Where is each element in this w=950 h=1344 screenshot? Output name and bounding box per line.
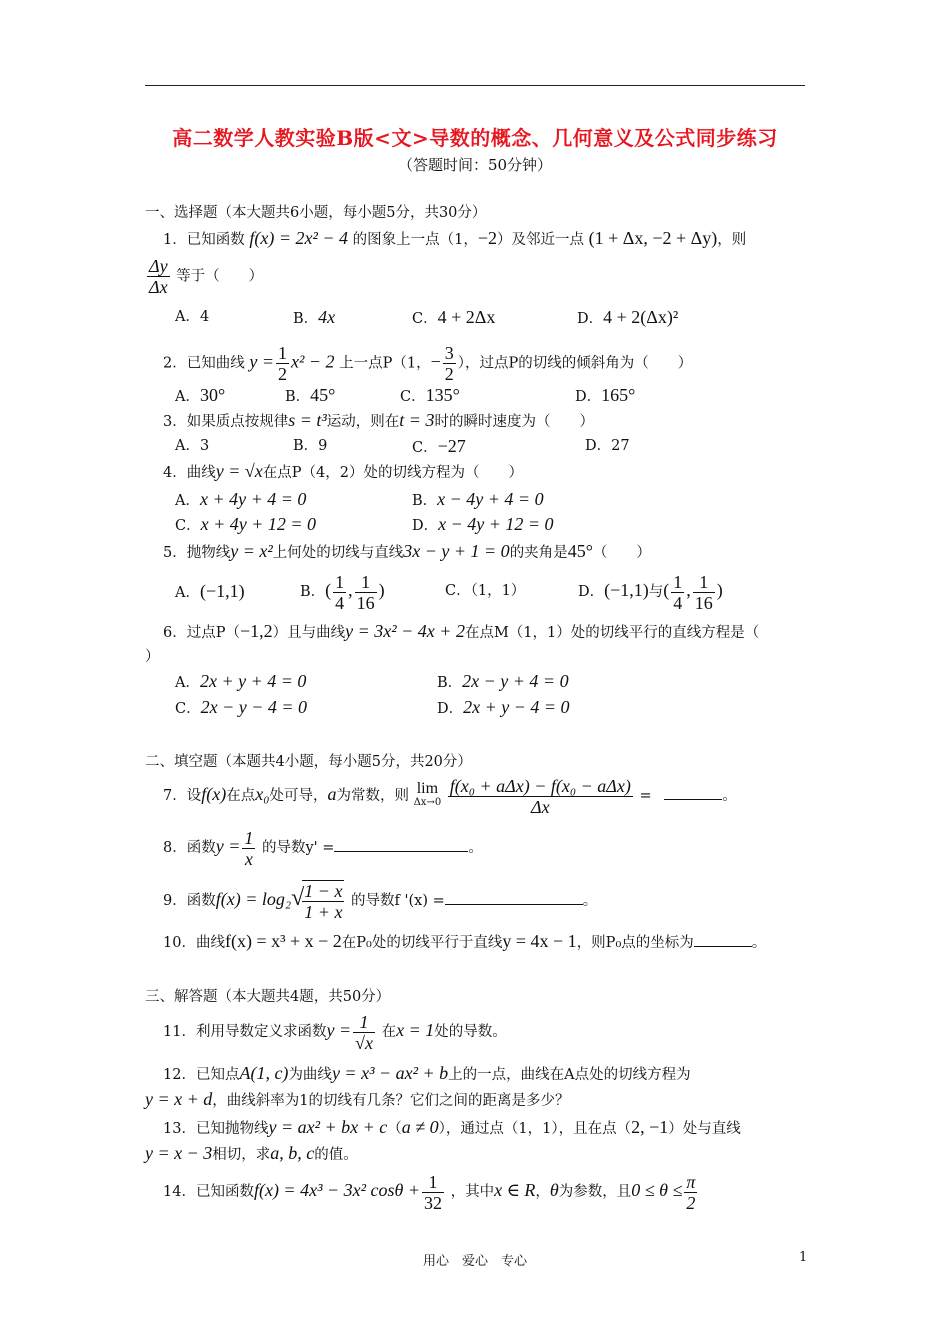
q5-option-c: C．（1，1） [445, 583, 526, 599]
question-1-cont: $\frac{\Delta y}{\Delta x}$ 等于（ ） [149, 256, 264, 297]
question-5: 5．抛物线y = x²上何处的切线与直线3x − y + 1 = 0的夹角是45°（ ） [163, 541, 651, 561]
question-2: 2．已知曲线 y = $\frac{1}{2}$ x² − 2 上一点P（1，− $\frac{3}{2}$ ），过点P的切线的倾斜角为（ ） [163, 343, 693, 384]
question-9: 9．函数f(x) = log₂√ $\frac{1 - x}{1 + x}$ 的导数f '(x) = 。 [163, 881, 598, 922]
page-title: 高二数学人教实验B版<文>导数的概念、几何意义及公式同步练习 [172, 126, 778, 150]
q3-option-a: A．3 [175, 438, 210, 454]
q1-option-c: C．4 + 2Δx [412, 307, 496, 327]
question-13: 13．已知抛物线y = ax² + bx + c（a ≠ 0），通过点（1，1），且在点（2, −1）处与直线 [163, 1117, 741, 1137]
q3-option-b: B．9 [293, 438, 328, 454]
question-4: 4．曲线y = √x在点P（4，2）处的切线方程为（ ） [163, 461, 523, 481]
q1-option-b: B．4x [293, 307, 336, 327]
question-7: 7．设f(x)在点x₀处可导，a为常数，则 lim Δx→0 $\frac{\text{f(x₀ + aΔx) − f(x₀ − aΔx)}}{\Delta x}$ = 。 [163, 775, 737, 817]
q6-option-a: A．2x + y + 4 = 0 [175, 671, 307, 691]
question-12: 12．已知点A(1, c)为曲线y = x³ − ax² + b上的一点，曲线在A点处的切线方程为 [163, 1063, 691, 1083]
question-10: 10．曲线f(x) = x³ + x − 2在P₀处的切线平行于直线y = 4x − 1，则P₀点的坐标为 。 [163, 931, 767, 951]
question-14: 14．已知函数f(x) = 4x³ − 3x² cosθ + $\frac{1}{32}$ ，其中x ∈ R，θ为参数，且0 ≤ θ ≤ $\frac{\pi}{2}$ [163, 1171, 696, 1213]
q6-option-b: B．2x − y + 4 = 0 [437, 671, 569, 691]
q2-option-d: D．165° [575, 385, 636, 405]
answer-blank-8[interactable] [334, 837, 468, 852]
q1-option-d: D．4 + 2(Δx)² [577, 307, 679, 327]
answer-blank-7[interactable] [664, 785, 722, 800]
q6-option-d: D．2x + y − 4 = 0 [437, 697, 570, 717]
q1-option-a: A．4 [175, 309, 210, 325]
question-1: 1．已知函数 f(x) = 2x² − 4 的图象上一点（1，−2）及邻近一点 (1 + Δx, −2 + Δy)，则 [163, 228, 747, 248]
section-heading-fill: 二、填空题（本题共4小题，每小题5分，共20分） [145, 754, 472, 770]
question-6-cont: ） [145, 649, 160, 665]
header-rule [145, 85, 805, 86]
q3-option-c: C．−27 [412, 436, 466, 456]
q4-option-d: D．x − 4y + 12 = 0 [412, 514, 554, 534]
question-3: 3．如果质点按规律s = t³运动，则在t = 3时的瞬时速度为（ ） [163, 410, 594, 430]
q2-option-a: A．30° [175, 385, 226, 405]
answer-blank-9[interactable] [445, 890, 583, 905]
footer-motto: 用心 爱心 专心 [422, 1254, 527, 1269]
answer-blank-10[interactable] [694, 932, 752, 947]
page-subtitle: （答题时间：50分钟） [397, 156, 553, 174]
q2-option-b: B．45° [285, 385, 336, 405]
q5-option-b: B．( $\frac{1}{4}$ , $\frac{1}{16}$ ) [300, 571, 385, 613]
page-number: 1 [799, 1250, 808, 1265]
question-12-cont: y = x + d，曲线斜率为1的切线有几条？它们之间的距离是多少？ [145, 1089, 570, 1109]
q5-option-a: A．(−1,1) [175, 581, 245, 601]
section-heading-choice: 一、选择题（本大题共6小题，每小题5分，共30分） [145, 205, 487, 221]
q6-option-c: C．2x − y − 4 = 0 [175, 697, 308, 717]
q4-option-b: B．x − 4y + 4 = 0 [412, 489, 544, 509]
q2-option-c: C．135° [400, 385, 460, 405]
question-13-cont: y = x − 3相切，求a, b, c的值。 [145, 1143, 358, 1163]
q4-option-a: A．x + 4y + 4 = 0 [175, 489, 307, 509]
q3-option-d: D．27 [585, 438, 630, 454]
question-6: 6．过点P（−1,2）且与曲线y = 3x² − 4x + 2在点M（1，1）处的切线平行的直线方程是（ [163, 621, 760, 641]
section-heading-solve: 三、解答题（本大题共4题，共50分） [145, 989, 391, 1005]
q4-option-c: C．x + 4y + 12 = 0 [175, 514, 317, 534]
question-11: 11．利用导数定义求函数y = $\frac{1}{√x}$ 在x = 1处的导数。 [163, 1011, 507, 1053]
question-8: 8．函数y = $\frac{1}{x}$ 的导数y' = 。 [163, 827, 483, 869]
q5-option-d: D．(−1,1)与( $\frac{1}{4}$ , $\frac{1}{16}$ ) [578, 571, 723, 613]
